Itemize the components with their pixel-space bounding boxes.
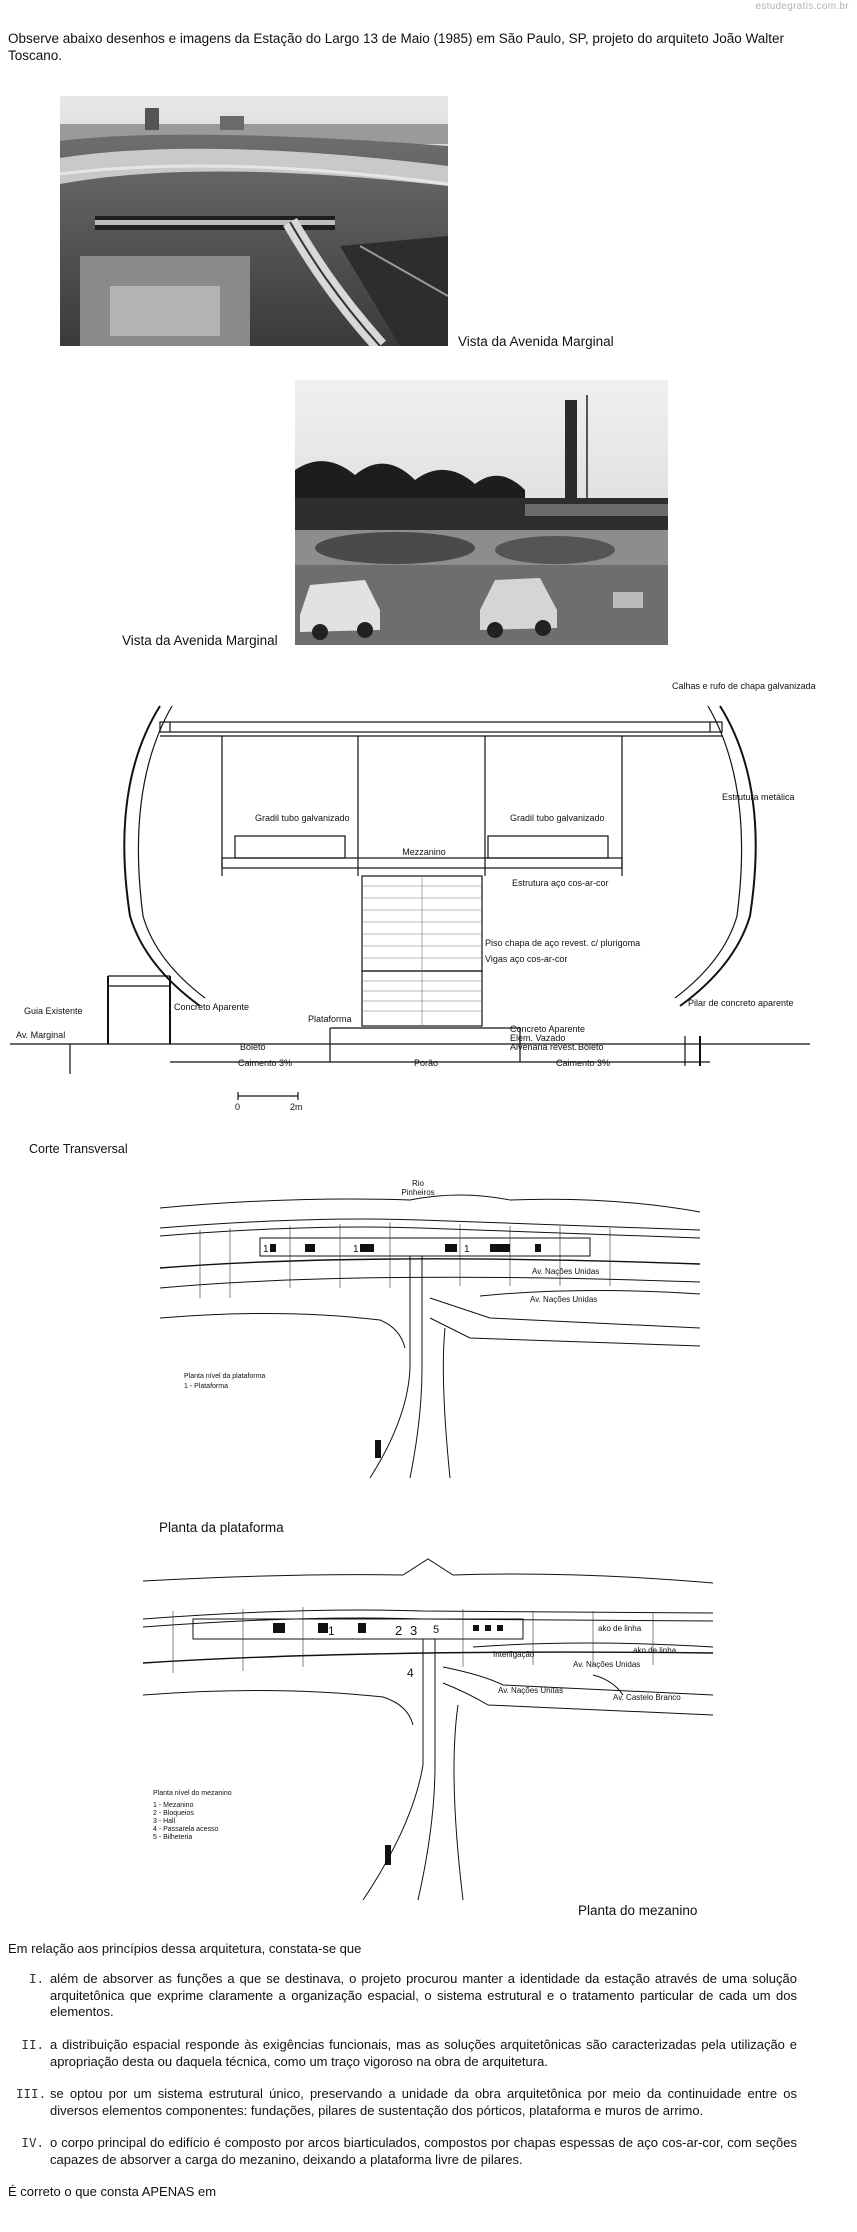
plan-number-1a: 1 [263,1244,269,1255]
label-pilar: Pilar de concreto aparente [688,998,794,1008]
mezz-number-5: 5 [433,1624,440,1636]
label-concreto-left: Concreto Aparente [174,1002,250,1012]
label-boleto-right: Boleto [578,1042,604,1052]
label-pinheiros: Pinheiros [401,1188,435,1197]
label-gradil-right: Gradil tubo galvanizado [510,813,605,823]
mezz-legend-4: 4 - Passarela acesso [153,1826,219,1833]
plan-platform-legend-1: 1 - Plataforma [184,1383,228,1390]
section-caption: Corte Transversal [29,1142,128,1156]
photo-aerial-station [60,96,448,346]
label-castelo-branco: Av. Castelo Branco [613,1693,681,1702]
plan-number-1b: 1 [353,1244,359,1255]
mezz-number-1: 1 [328,1624,335,1638]
photo1-caption: Vista da Avenida Marginal [458,334,614,349]
mezz-legend-2: 2 - Bloqueios [153,1810,194,1817]
plan-platform-legend-title: Planta nível da plataforma [184,1373,266,1380]
photo2-caption: Vista da Avenida Marginal [122,633,278,648]
label-porao: Porão [414,1058,439,1068]
mezz-legend-1: 1 - Mezanino [153,1802,194,1809]
label-guia: Guia Existente [24,1006,83,1016]
cross-section-drawing [10,676,816,1116]
label-gradil-left: Gradil tubo galvanizado [255,813,350,823]
label-calhas: Calhas e rufo de chapa galvanizada [672,681,816,691]
mezz-number-3: 3 [410,1623,418,1638]
label-av-nacoes-mezz-2: Av. Nações Unitas [498,1686,564,1695]
label-boleto-left: Boleto [240,1042,266,1052]
label-av-marginal: Av. Marginal [16,1030,66,1040]
statement-text: a distribuição espacial responde às exigências funcionais, mas as soluções arquitetônicas são caracterizadas pela utilização e apropriação desta ou daquela técnica, como um traço vigoroso na obra de arquitetura. [50,2037,797,2069]
mezz-number-4: 4 [407,1666,414,1680]
plan-platform-drawing [160,1178,700,1478]
mezz-legend-title: Planta nível do mezanino [153,1790,232,1797]
label-av-nacoes-mezz-1: Av. Nações Unidas [573,1660,641,1669]
label-interligacao: Interligação [493,1650,535,1659]
label-estrutura-aco: Estrutura aço cos-ar-cor [512,878,609,888]
statement-text: além de absorver as funções a que se destinava, o projeto procurou manter a identidade da estação através de uma solução arquitetônica que exprime claramente a organização espacial, o sistema estrutural e o tratamento particular de cada um dos elementos. [50,1971,797,2019]
statement-number: IV. [21,2135,44,2150]
label-caimento-left: Caimento 3% [238,1058,293,1068]
label-av-nacoes-1: Av. Nações Unidas [532,1267,600,1276]
label-av-nacoes-2: Av. Nações Unidas [530,1295,598,1304]
mezz-legend-3: 3 - Hall [153,1818,176,1825]
label-linha-a: ako de linha [598,1624,642,1633]
label-alvenaria: Alvenaria revest. [510,1042,578,1052]
photo-street-view [295,380,668,645]
label-rio: Rio [411,1179,425,1188]
label-vigas: Vigas aço cos-ar-cor [485,954,568,964]
label-mezzanino: Mezzanino [402,847,446,857]
label-estrutura-metalica: Estrutura metálica [722,792,795,802]
label-linha-b: ako de linha [633,1646,677,1655]
site-watermark: estudegratis.com.br [755,1,849,12]
label-plataforma: Plataforma [308,1014,352,1024]
scale-two: 2m [290,1102,303,1112]
mezz-number-2: 2 [395,1623,403,1638]
label-elem-vazado: Elem. Vazado [510,1033,566,1043]
statement-number: III. [16,2086,47,2101]
question-stem: Em relação aos princípios dessa arquitetura, constata-se que [8,1941,362,1956]
label-caimento-right: Caimento 3% [556,1058,611,1068]
statement-number: II. [21,2037,44,2052]
intro-paragraph: Observe abaixo desenhos e imagens da Estação do Largo 13 de Maio (1985) em São Paulo, SP, projeto do arquiteto João Walter Toscano. [8,31,784,63]
plan-mezzanine-drawing [143,1555,713,1900]
plan-platform-caption: Planta da plataforma [159,1520,284,1535]
label-concreto-right: Concreto Aparente [510,1024,586,1034]
statement-text: se optou por um sistema estrutural único, preservando a unidade da obra arquitetônica por meio da continuidade entre os diversos elementos componentes: fundações, pilares de sustentação dos pórticos, plataforma e muros de arrimo. [50,2086,797,2118]
plan-mezzanine-caption: Planta do mezanino [578,1903,698,1918]
statement-text: o corpo principal do edifício é composto por arcos biarticulados, compostos por chapas espessas de aço cos-ar-cor, com seções capazes de absorver a carga do mezanino, deixando a plataforma livre de pilares. [50,2135,797,2167]
mezz-legend-5: 5 - Bilheteria [153,1834,193,1841]
label-piso: Piso chapa de aço revest. c/ plurigoma [485,938,641,948]
statement-number: I. [28,1971,44,1986]
question-closing: É correto o que consta APENAS em [8,2184,217,2199]
scale-zero: 0 [235,1102,241,1112]
plan-number-1c: 1 [464,1244,470,1255]
